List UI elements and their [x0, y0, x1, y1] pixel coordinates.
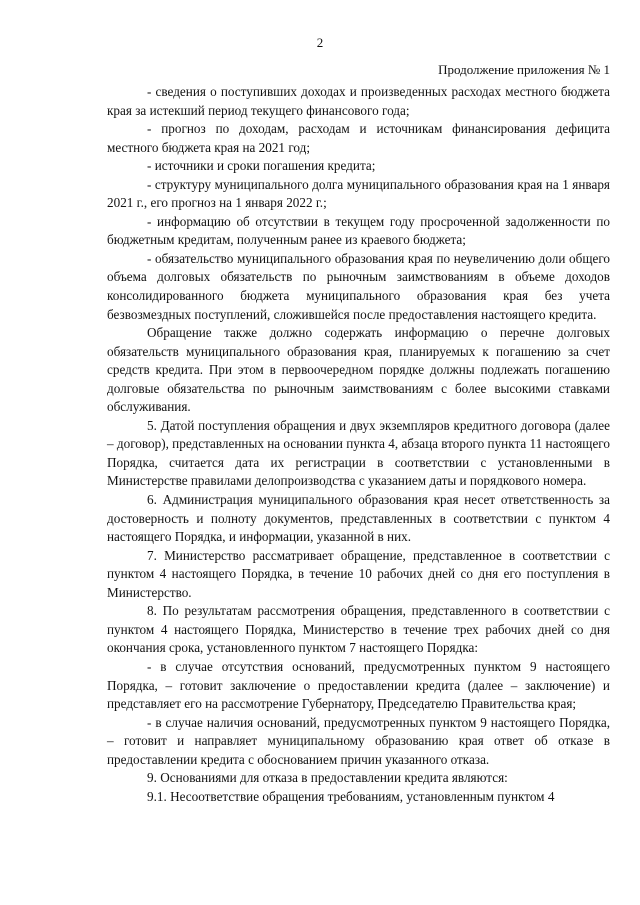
document-body [107, 83, 610, 806]
paragraph-item-5: 5. Датой поступления обращения и двух экземпляров кредитного договора (далее – договор), представленных на основании пункта 4, абзаца второго пункта 11 настоящего Порядка, считается дата их регистрации в соответствии с установленными в Министерстве правилами делопроизводства с указанием даты и порядкового номера. [107, 417, 610, 489]
paragraph-item-8-grounds: - в случае наличия оснований, предусмотренных пунктом 9 настоящего Порядка, – готовит и направляет муниципальному образованию края ответ об отказе в предоставлении кредита с обоснованием причин указанного отказа. [107, 714, 610, 767]
paragraph-item-8: 8. По результатам рассмотрения обращения, представленного в соответствии с пунктом 4 настоящего Порядка, Министерство в течение трех рабочих дней со дня окончания срока, установленного пунктом 7 настоящего Порядка: [107, 603, 610, 656]
paragraph-item-7: 7. Министерство рассматривает обращение, представленное в соответствии с пунктом 4 настоящего Порядка, в течение 10 рабочих дней со дня его поступления в Министерство. [107, 547, 610, 600]
paragraph-item-9: 9. Основаниями для отказа в предоставлении кредита являются: [147, 770, 508, 786]
paragraph-debt-structure: - структуру муниципального долга муниципального образования края на 1 января 2021 г., его прогноз на 1 января 2022 г.; [107, 176, 610, 211]
paragraph-no-arrears: - информацию об отсутствии в текущем году просроченной задолженности по бюджетным кредитам, полученным ранее из краевого бюджета; [107, 213, 610, 248]
paragraph-reports: - сведения о поступивших доходах и произведенных расходах местного бюджета края за истекший период текущего финансового года; [107, 84, 610, 118]
paragraph-item-8-no-grounds: - в случае отсутствия оснований, предусмотренных пунктом 9 настоящего Порядка, – готовит заключение о предоставлении кредита (далее – заключение) и представляет его на рассмотрение Губернатору, Председателю Правительства края; [107, 658, 610, 712]
continuation-label: Продолжение приложения № 1 [438, 62, 610, 77]
paragraph-item-6: 6. Администрация муниципального образования края несет ответственность за достоверность и полноту документов, представленных в соответствии с пунктом 4 настоящего Порядка, и информации, указанной в них. [107, 492, 610, 545]
paragraph-appeal-content: Обращение также должно содержать информацию о перечне долговых обязательств муниципального образования края, планируемых к погашению за счет средств кредита. При этом в первоочередном порядке должны подлежать погашению долговые обязательства по рыночным заимствованиям с более высокими ставками обслуживания. [107, 325, 610, 415]
page-number: 2 [316, 35, 324, 50]
paragraph-item-9-1: 9.1. Несоответствие обращения требованиям, установленным пунктом 4 [147, 788, 555, 804]
paragraph-forecast: - прогноз по доходам, расходам и источникам финансирования дефицита местного бюджета края на 2021 год; [107, 121, 610, 155]
paragraph-obligation: - обязательство муниципального образования края по неувеличению доли общего объема долговых обязательств по рыночным заимствованиям в объеме доходов консолидированного бюджета муниципального образования края без учета безвозмездных поступлений, сложившейся после предоставления настоящего кредита. [107, 250, 610, 322]
paragraph-sources: - источники и сроки погашения кредита; [147, 158, 376, 174]
